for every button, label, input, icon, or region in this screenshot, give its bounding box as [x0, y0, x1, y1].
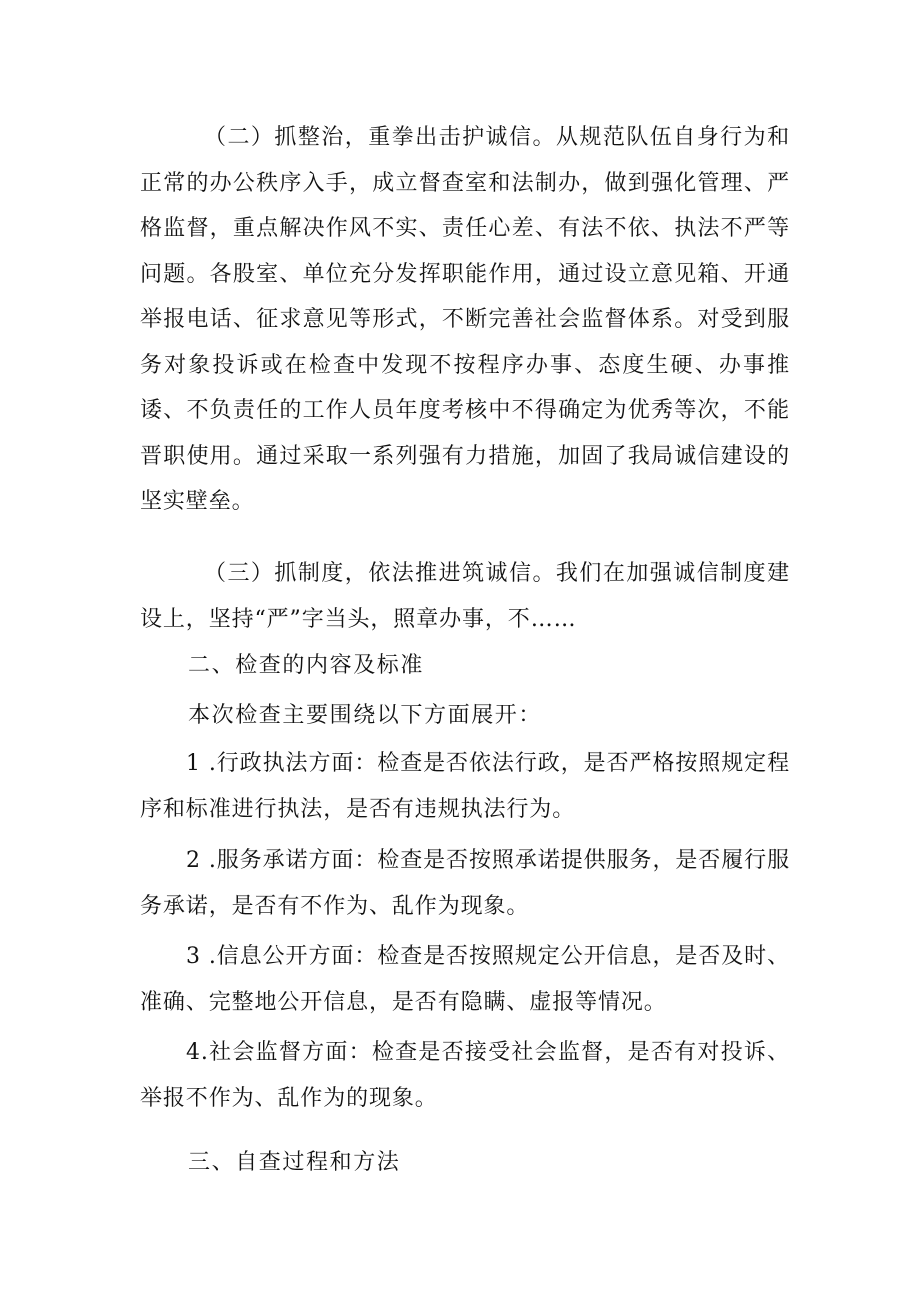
section-heading-inspection-content: 二、检查的内容及标准 — [188, 653, 425, 678]
list-item-social-supervision: 4.社会监督方面：检查是否接受社会监督，是否有对投诉、举报不作为、乱作为的现象。 — [140, 1040, 790, 1111]
list-item-law-enforcement: 1 .行政执法方面：检查是否依法行政，是否严格按照规定程序和标准进行执法，是否有违规执法行为。 — [140, 751, 790, 822]
list-item-service-commitment: 2 .服务承诺方面：检查是否按照承诺提供服务，是否履行服务承诺，是否有不作为、乱作为现象。 — [140, 848, 790, 919]
intro-line: 本次检查主要围绕以下方面展开： — [188, 703, 543, 728]
section-heading-self-inspection: 三、自查过程和方法 — [188, 1150, 401, 1175]
list-item-information-disclosure: 3 .信息公开方面：检查是否按照规定公开信息，是否及时、准确、完整地公开信息，是否有隐瞒、虚报等情况。 — [140, 944, 790, 1015]
paragraph-system: （三）抓制度，依法推进筑诚信。我们在加强诚信制度建设上，坚持“严”字当头，照章办事，不…… — [140, 561, 790, 632]
paragraph-rectification: （二）抓整治，重拳出击护诚信。从规范队伍自身行为和正常的办公秩序入手，成立督查室和法制办，做到强化管理、严格监督，重点解决作风不实、责任心差、有法不依、执法不严等问题。各股室、单位充分发挥职能作用，通过设立意见箱、开通举报电话、征求意见等形式，不断完善社会监督体系。对受到服务对象投诉或在检查中发现不按程序办事、态度生硬、办事推诿、不负责任的工作人员年度考核中不得确定为优秀等次，不能晋职使用。通过采取一系列强有力措施，加固了我局诚信建设的坚实壁垒。 — [140, 125, 790, 514]
